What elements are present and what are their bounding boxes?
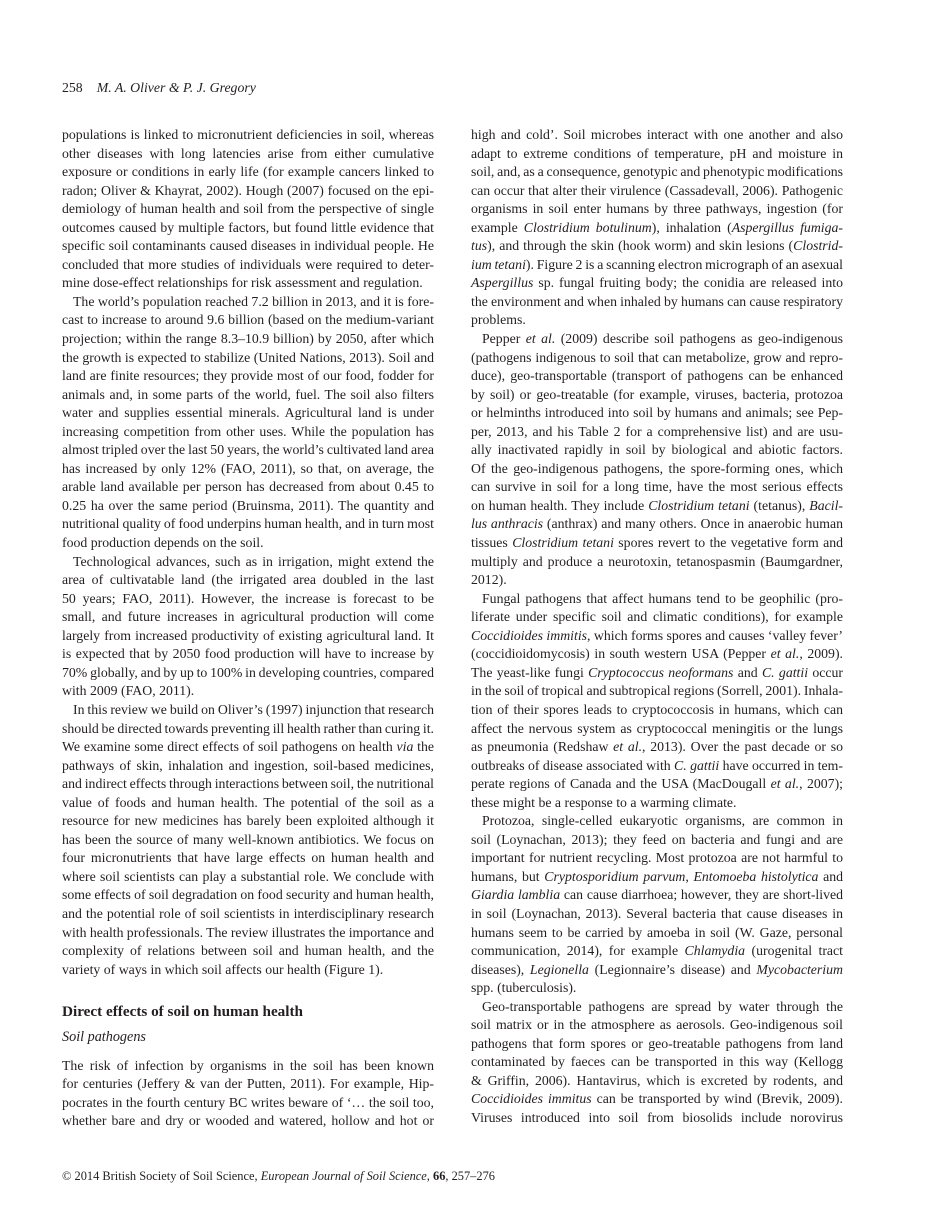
text-line — [62, 423, 434, 442]
line-text: area of cultivatable land (the irrigated area doubled in the last — [62, 572, 434, 588]
text-line — [62, 404, 434, 423]
right-column — [471, 126, 843, 1128]
line-text: communication, 2014), for example Chlamydia (urogenital tract — [471, 943, 844, 959]
italic-text: ium tetani — [471, 256, 526, 272]
line-text: almost tripled over the last 50 years, the world’s cultivated land area — [62, 442, 434, 458]
italic-text: Bacil- — [809, 497, 843, 513]
paragraph — [62, 126, 434, 293]
text-line — [62, 534, 434, 553]
line-text: nutritional quality of food underpins human health, and in turn most — [62, 516, 434, 532]
italic-text: Aspergillus fumiga- — [731, 219, 844, 235]
text-line — [62, 126, 434, 145]
line-text: tus), and through the skin (hook worm) and skin lesions (Clostrid- — [471, 238, 843, 254]
line-text: Pepper et al. (2009) describe soil pathogens as geo-indigenous — [482, 331, 843, 347]
text-line — [62, 924, 434, 943]
line-text: and indirect effects through interactions between soil, the nutritional — [62, 776, 434, 792]
line-text: can occur that alter their virulence (Cassadevall, 2006). Pathogenic — [471, 182, 843, 198]
left-body-text-bottom — [62, 1057, 434, 1131]
italic-text: et al. — [525, 331, 556, 347]
line-text: whether bare and dry or wooded and watered, hollow and hot or — [62, 1113, 434, 1129]
line-text: outbreaks of disease associated with C. gattii have occurred in tem- — [471, 757, 843, 773]
line-text: The risk of infection by organisms in the soil has been known — [62, 1057, 434, 1073]
text-line — [471, 775, 843, 794]
text-line — [471, 1035, 843, 1054]
text-line — [62, 1094, 434, 1113]
line-text: cast to increase to around 9.6 billion (based on the medium-variant — [62, 312, 434, 328]
text-line — [471, 924, 843, 943]
text-line — [471, 311, 843, 330]
line-text: affect the nervous system as cryptococcal meningitis or the lungs — [471, 720, 843, 736]
text-line — [471, 404, 843, 423]
line-text: important for nutrient recycling. Most protozoa are not harmful to — [471, 850, 843, 866]
line-text: duce), geo-transportable (transport of pathogens can be enhanced — [471, 368, 843, 384]
text-line — [62, 1075, 434, 1094]
text-line — [62, 831, 434, 850]
line-text: food production depends on the soil. — [62, 535, 264, 551]
text-line — [62, 274, 434, 293]
line-text: Fungal pathogens that affect humans tend to be geophilic (pro- — [482, 590, 843, 606]
line-text: some effects of soil degradation on food security and human health, — [62, 887, 434, 903]
line-text: Viruses introduced into soil from biosolids include norovirus — [471, 1109, 843, 1125]
text-line — [62, 608, 434, 627]
line-text: land are finite resources; they provide most of our food, fodder for — [62, 368, 434, 384]
text-line — [62, 553, 434, 572]
text-line — [471, 682, 843, 701]
line-text: soil (Loynachan, 2013); they feed on bacteria and fungi and are — [471, 831, 843, 847]
left-body-text-top — [62, 126, 434, 979]
line-text: pathways of skin, inhalation and ingestion, soil-based medicines, — [62, 757, 434, 773]
text-line — [62, 460, 434, 479]
italic-text: Clostridium tetani — [648, 497, 750, 513]
line-text: 70% globally, and by up to 100% in developing countries, compared — [62, 664, 434, 680]
line-text: by soil) or geo-treatable (for example, viruses, bacteria, protozoa — [471, 386, 843, 402]
text-line — [62, 386, 434, 405]
italic-text: Coccidioides immitis — [471, 627, 588, 643]
text-line — [62, 757, 434, 776]
italic-text: tus — [471, 238, 488, 254]
line-text: 50 years; FAO, 2011). However, the increase is forecast to be — [62, 590, 434, 606]
text-line — [62, 497, 434, 516]
line-text: 2012). — [471, 572, 507, 588]
line-text: spp. (tuberculosis). — [471, 980, 577, 996]
line-text: adapt to extreme conditions of temperature, pH and moisture in — [471, 145, 843, 161]
bold-text: 66 — [433, 1168, 446, 1183]
text-line — [62, 256, 434, 275]
italic-text: C. gattii — [674, 757, 720, 773]
line-text: per, 2013, and his Table 2 for a comprehensive list) and are usu- — [471, 423, 843, 439]
text-line — [471, 367, 843, 386]
italic-text: Entomoeba histolytica — [693, 868, 819, 884]
italic-text: et al. — [613, 739, 643, 755]
text-line — [471, 386, 843, 405]
text-line — [471, 182, 843, 201]
line-text: multiply and produce a neurotoxin, tetanospasmin (Baumgardner, — [471, 553, 843, 569]
text-line — [62, 219, 434, 238]
text-line — [471, 942, 843, 961]
line-text: ally inactivated rapidly in soil by biological and abiotic factors. — [471, 442, 843, 458]
text-line — [62, 590, 434, 609]
text-line — [62, 200, 434, 219]
line-text: (coccidioidomycosis) in south western USA (Pepper et al., 2009). — [471, 646, 843, 662]
text-line — [62, 182, 434, 201]
italic-text: Cryptosporidium parvum — [544, 868, 686, 884]
line-text: can survive in soil for a long time, have the most serious effects — [471, 479, 843, 495]
line-text: populations is linked to micronutrient deficiencies in soil, whereas — [62, 127, 434, 142]
text-line — [471, 849, 843, 868]
line-text: has increased by only 12% (FAO, 2011), so that, on average, the — [62, 460, 434, 476]
line-text: arable land available per person has decreased from about 0.45 to — [62, 479, 434, 495]
italic-text: C. gattii — [761, 664, 809, 680]
line-text: We examine some direct effects of soil pathogens on health via the — [62, 739, 434, 755]
text-line — [471, 608, 843, 627]
text-line — [62, 237, 434, 256]
italic-text: European Journal of Soil Science — [260, 1168, 427, 1183]
paragraph — [62, 293, 434, 553]
text-line — [471, 905, 843, 924]
line-text: as pneumonia (Redshaw et al., 2013). Over the past decade or so — [471, 739, 843, 755]
line-text: resource for new medicines has barely been exploited although it — [62, 813, 434, 829]
paragraph — [471, 998, 843, 1128]
text-line — [471, 738, 843, 757]
text-line — [471, 664, 843, 683]
line-text: soil matrix or in the atmosphere as aerosols. Geo-indigenous soil — [471, 1017, 843, 1033]
text-line — [471, 423, 843, 442]
line-text: with health professionals. The review illustrates the importance and — [62, 924, 434, 940]
subsection-heading: Soil pathogens — [62, 1029, 146, 1046]
line-text: or helminths introduced into soil by humans and animals; see Pep- — [471, 405, 843, 421]
line-text: for centuries (Jeffery & van der Putten, 2011). For example, Hip- — [62, 1076, 434, 1092]
running-head-authors: M. A. Oliver & P. J. Gregory — [96, 80, 256, 95]
text-line — [471, 701, 843, 720]
line-text: the environment and when inhaled by humans can cause respiratory — [471, 293, 843, 309]
line-text: humans, but Cryptosporidium parvum, Entomoeba histolytica and — [471, 868, 843, 884]
text-line — [62, 163, 434, 182]
line-text: high and cold’. Soil microbes interact with one another and also — [471, 127, 843, 142]
line-text: concluded that more studies of individuals were required to deter- — [62, 256, 434, 272]
line-text: Coccidioides immitus can be transported by wind (Brevik, 2009). — [471, 1091, 843, 1107]
running-head — [62, 79, 256, 98]
line-text: should be directed towards preventing ill health rather than curing it. — [62, 720, 434, 736]
text-line — [62, 720, 434, 739]
text-line — [471, 200, 843, 219]
text-line — [471, 330, 843, 349]
line-text: pocrates in the fourth century BC writes beware of ‘… the soil too, — [62, 1094, 434, 1110]
line-text: value of foods and human health. The potential of the soil as a — [62, 794, 434, 810]
line-text: these might be a response to a warming climate. — [471, 794, 737, 810]
line-text: Coccidioides immitis, which forms spores and causes ‘valley fever’ — [471, 627, 843, 643]
line-text: organisms in soil enter humans by three pathways, ingestion (for — [471, 201, 843, 217]
text-line — [62, 1112, 434, 1131]
line-text: 0.25 ha over the same period (Bruinsma, 2011). The quantity and — [62, 497, 434, 513]
italic-text: Coccidioides immitus — [471, 1091, 592, 1107]
text-line — [471, 1053, 843, 1072]
italic-text: Clostridium tetani — [512, 535, 614, 551]
line-text: exposure or conditions in early life (for example cancers linked to — [62, 164, 434, 180]
line-text: water and supplies essential minerals. Agricultural land is under — [62, 405, 434, 421]
text-line — [471, 497, 843, 516]
text-line — [62, 664, 434, 683]
text-line — [471, 515, 843, 534]
text-line — [62, 571, 434, 590]
italic-text: Clostridium botulinum — [523, 219, 652, 235]
text-line — [471, 441, 843, 460]
line-text: ium tetani). Figure 2 is a scanning electron micrograph of an asexual — [471, 256, 843, 272]
section-heading: Direct effects of soil on human health — [62, 1002, 304, 1020]
italic-text: Legionella — [529, 961, 589, 977]
paragraph — [471, 126, 843, 330]
paragraph — [471, 590, 843, 813]
text-line — [471, 720, 843, 739]
text-line — [471, 219, 843, 238]
text-line — [471, 126, 843, 145]
line-text: radon; Oliver & Khayrat, 2002). Hough (2007) focused on the epi- — [62, 182, 434, 198]
line-text: projection; within the range 8.3–10.9 billion) by 2050, after which — [62, 331, 434, 347]
text-line — [471, 961, 843, 980]
line-text: (pathogens indigenous to soil that can metabolize, grow and repro- — [471, 349, 843, 365]
text-line — [62, 293, 434, 312]
text-line — [471, 1090, 843, 1109]
text-line — [62, 905, 434, 924]
line-text: In this review we build on Oliver’s (1997) injunction that research — [73, 701, 434, 717]
text-line — [62, 849, 434, 868]
text-line — [62, 627, 434, 646]
text-line — [62, 961, 434, 980]
text-line — [471, 979, 843, 998]
text-line — [471, 163, 843, 182]
text-line — [471, 1016, 843, 1035]
text-line — [62, 367, 434, 386]
line-text: Protozoa, single-celled eukaryotic organisms, are common in — [482, 813, 843, 829]
line-text: four micronutrients that have large effects on human health and — [62, 850, 434, 866]
text-line — [62, 868, 434, 887]
line-text: Technological advances, such as in irrigation, might extend the — [73, 553, 434, 569]
copyright-footer: © 2014 British Society of Soil Science, European Journal of Soil Science, 66, 257–276 — [62, 1168, 495, 1183]
text-line — [62, 515, 434, 534]
italic-text: Aspergillus — [471, 275, 534, 291]
line-text: outcomes caused by multiple factors, but found little evidence that — [62, 219, 434, 235]
paragraph — [471, 330, 843, 590]
text-line — [62, 1057, 434, 1076]
paragraph — [62, 553, 434, 701]
italic-text: Mycobacterium — [756, 961, 843, 977]
text-line — [471, 831, 843, 850]
text-line — [471, 478, 843, 497]
text-line — [62, 145, 434, 164]
line-text: Giardia lamblia can cause diarrhoea; however, they are short-lived — [471, 887, 844, 903]
line-text: animals and, in some parts of the world, fuel. The soil also filters — [62, 386, 434, 402]
line-text: is expected that by 2050 food production will have to increase by — [62, 646, 434, 662]
text-line — [62, 441, 434, 460]
italic-text: Chlamydia — [684, 943, 746, 959]
text-line — [62, 942, 434, 961]
line-text: contaminated by faeces can be transported in this way (Kellogg — [471, 1054, 843, 1070]
text-line — [62, 701, 434, 720]
text-line — [62, 886, 434, 905]
text-line — [62, 645, 434, 664]
line-text: other diseases with long latencies arise from either cumulative — [62, 145, 434, 161]
line-text: largely from increased productivity of existing agricultural land. It — [62, 627, 434, 643]
line-text: in the soil of tropical and subtropical regions (Sorrell, 2001). Inhala- — [471, 683, 843, 699]
line-text: Geo-transportable pathogens are spread by water through the — [482, 998, 843, 1014]
text-line — [471, 553, 843, 572]
line-text: with 2009 (FAO, 2011). — [62, 683, 195, 699]
line-text: variety of ways in which soil affects our health (Figure 1). — [62, 961, 384, 977]
italic-text: via — [396, 739, 414, 755]
line-text: example Clostridium botulinum), inhalation (Aspergillus fumiga- — [471, 219, 844, 235]
text-line — [471, 998, 843, 1017]
text-line — [471, 571, 843, 590]
text-line — [62, 682, 434, 701]
line-text: in soil (Loynachan, 2013). Several bacteria that cause diseases in — [471, 905, 843, 921]
text-line — [62, 311, 434, 330]
text-line — [471, 627, 843, 646]
line-text: on human health. They include Clostridium tetani (tetanus), Bacil- — [471, 497, 843, 513]
text-line — [62, 478, 434, 497]
italic-text: Cryptococcus neoformans — [588, 664, 734, 680]
text-line — [62, 794, 434, 813]
line-text: the growth is expected to stabilize (United Nations, 2013). Soil and — [62, 349, 434, 365]
text-line — [62, 349, 434, 368]
line-text: increasing competition from other uses. While the population has — [62, 423, 434, 439]
line-text: specific soil contaminants caused diseases in individual people. He — [62, 238, 434, 254]
text-line — [471, 886, 843, 905]
text-line — [62, 812, 434, 831]
text-line — [471, 645, 843, 664]
left-column — [62, 126, 434, 1131]
text-line — [471, 1072, 843, 1091]
paragraph — [471, 812, 843, 997]
text-line — [471, 274, 843, 293]
line-text: complexity of relations between soil and human health, and the — [62, 943, 434, 959]
line-text: Aspergillus sp. fungal fruiting body; the conidia are released into — [471, 275, 843, 291]
page-number: 258 — [62, 80, 83, 95]
text-line — [62, 330, 434, 349]
line-text: & Griffin, 2006). Hantavirus, which is excreted by rodents, and — [471, 1072, 843, 1088]
text-line — [471, 349, 843, 368]
paragraph — [62, 1057, 434, 1131]
text-line — [471, 1109, 843, 1128]
line-text: demiology of human health and soil from the perspective of single — [62, 201, 434, 217]
line-text: soil, and, as a consequence, genotypic and phenotypic modifications — [471, 164, 843, 180]
text-line — [471, 590, 843, 609]
line-text: pathogens that form spores or geo-treatable pathogens from land — [471, 1035, 843, 1051]
italic-text: Clostrid- — [793, 238, 843, 254]
italic-text: lus anthracis — [471, 516, 544, 532]
text-line — [471, 460, 843, 479]
line-text: small, and future increases in agricultural production will come — [62, 609, 434, 625]
line-text: and the potential role of soil scientists in interdisciplinary research — [62, 905, 434, 921]
line-text: tissues Clostridium tetani spores revert to the vegetative form and — [471, 535, 843, 551]
italic-text: Giardia lamblia — [471, 887, 561, 903]
line-text: mine dose-effect relationships for risk assessment and regulation. — [62, 275, 423, 291]
text-line — [62, 775, 434, 794]
text-line — [471, 757, 843, 776]
line-text: The yeast-like fungi Cryptococcus neoformans and C. gattii occur — [471, 664, 844, 680]
line-text: Of the geo-indigenous pathogens, the spore-forming ones, which — [471, 460, 843, 476]
text-line — [471, 534, 843, 553]
line-text: liferate under specific soil and climatic conditions), for example — [471, 609, 843, 625]
line-text: problems. — [471, 312, 526, 328]
line-text: has been the source of many well-known antibiotics. We focus on — [62, 831, 434, 847]
text-line — [471, 868, 843, 887]
line-text: diseases), Legionella (Legionnaire’s disease) and Mycobacterium — [471, 961, 843, 977]
line-text: The world’s population reached 7.2 billion in 2013, and it is fore- — [73, 293, 434, 309]
paragraph — [62, 701, 434, 979]
line-text: lus anthracis (anthrax) and many others. Once in anaerobic human — [471, 516, 843, 532]
text-line — [471, 256, 843, 275]
right-body-text — [471, 126, 843, 1128]
text-line — [471, 145, 843, 164]
line-text: perate regions of Canada and the USA (MacDougall et al., 2007); — [471, 776, 843, 792]
text-line — [471, 812, 843, 831]
text-line — [471, 293, 843, 312]
line-text: tion of their spores leads to cryptococcosis in humans, which can — [471, 701, 843, 717]
italic-text: et al. — [770, 776, 800, 792]
italic-text: et al. — [770, 646, 800, 662]
text-line — [471, 237, 843, 256]
text-line — [62, 738, 434, 757]
line-text: where soil scientists can play a substantial role. We conclude with — [62, 868, 434, 884]
text-line — [471, 794, 843, 813]
line-text: humans seem to be carried by amoeba in soil (W. Gaze, personal — [471, 924, 843, 940]
